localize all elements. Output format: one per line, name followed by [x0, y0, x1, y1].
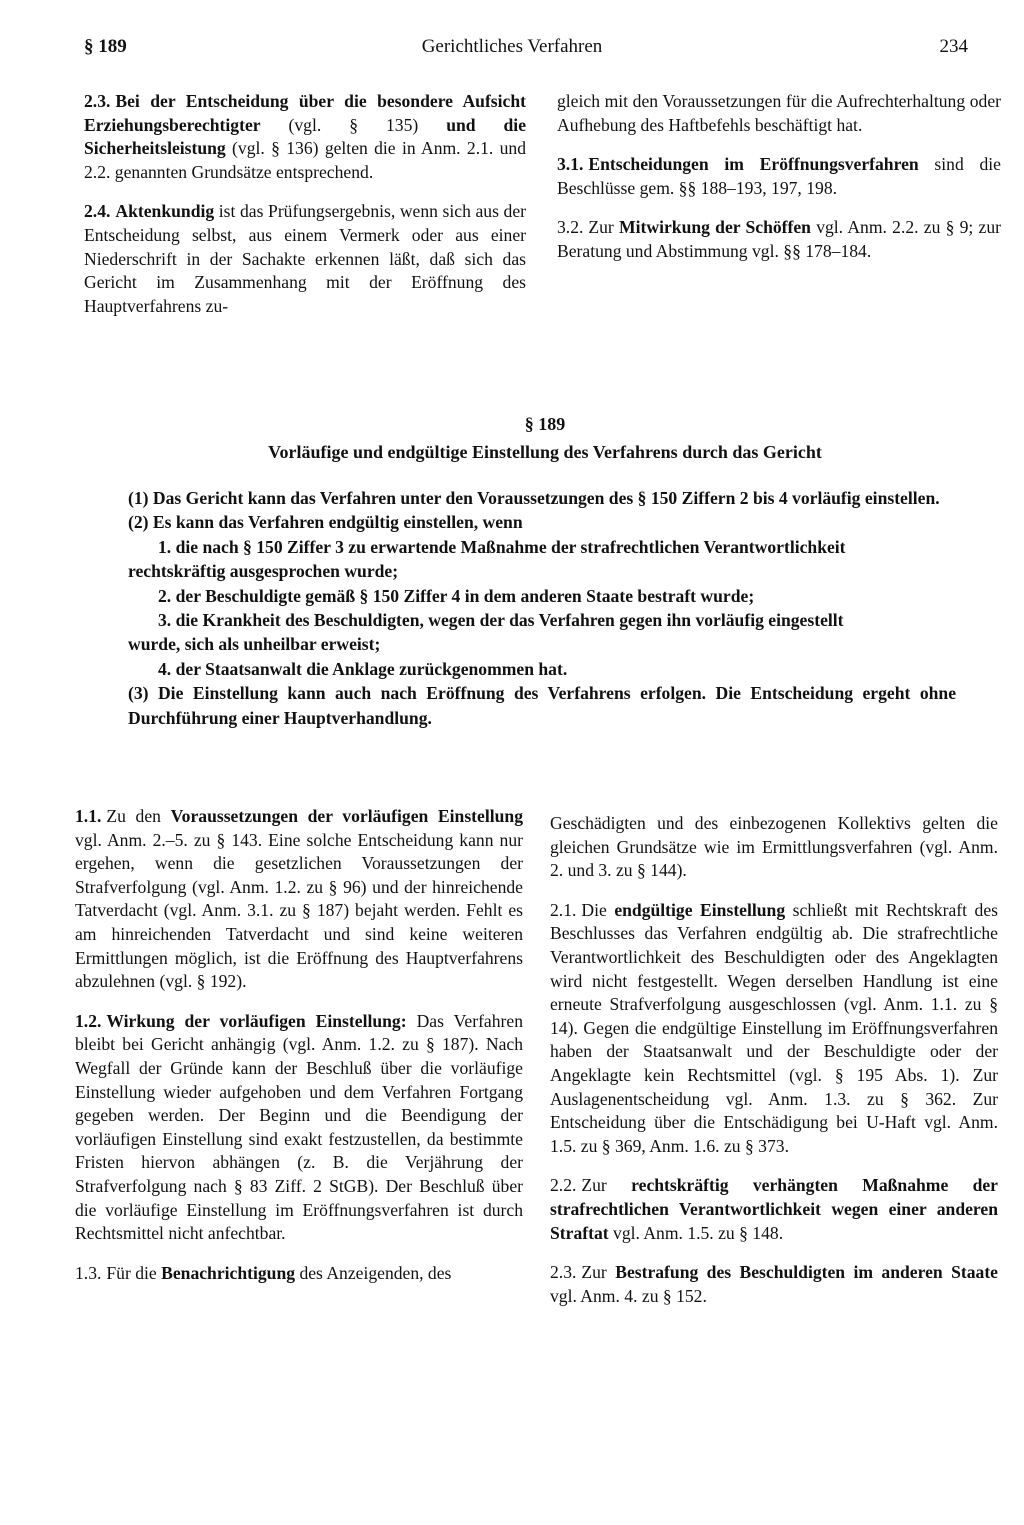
paragraph-continuation: Geschädigten und des einbezogenen Kollektivs gelten die gleichen Grundsätze wie im Ermittlungsverfahren (vgl. Anm. 2. und 3. zu § 144).: [550, 813, 998, 881]
paragraph-number: 2.2.: [550, 1175, 577, 1196]
paragraph-1-3: [75, 1262, 523, 1286]
statute-item-2: 2. der Beschuldigte gemäß § 150 Ziffer 4 in dem anderen Staate bestraft wurde;: [158, 585, 755, 606]
section-heading: Vorläufige und endgültige Einstellung des Verfahrens durch das Gericht: [268, 442, 822, 462]
paragraph-text: Für die: [106, 1262, 162, 1283]
bold-term: Aktenkundig: [115, 201, 215, 222]
paragraph-text: (vgl. § 136) gelten die in Anm. 2.1. und 2.2. genannten Grundsätze entsprechend.: [84, 138, 526, 182]
bold-term: Wirkung der vorläufigen Einstellung:: [106, 1010, 407, 1031]
commentary-column-bottom-right: [550, 812, 998, 1308]
paragraph-2-4: [84, 200, 526, 318]
paragraph-text: ist das Prüfungsergebnis, wenn sich aus der Entscheidung selbst, aus einem Vermerk oder aus einer Niederschrift in der Sachakte erkennen läßt, daß sich das Gericht im Zusammenhang mit der Eröffnung des Hauptverfahrens zu-: [84, 201, 526, 316]
running-header-section: § 189: [84, 36, 127, 57]
paragraph-number: 1.1.: [75, 806, 102, 826]
paragraph-2-3: [550, 1261, 998, 1308]
statute-paragraph-3: (3) Die Einstellung kann auch nach Eröffnung des Verfahrens erfolgen. Die Entscheidung ergeht ohne Durchführung einer Hauptverhandlung.: [128, 683, 956, 728]
paragraph-text: vgl. Anm. 2.2. zu § 9; zur Beratung und Abstimmung vgl. §§ 178–184.: [557, 217, 1001, 261]
paragraph-1-1: [75, 805, 523, 994]
statute-item-4: 4. der Staatsanwalt die Anklage zurückgenommen hat.: [158, 658, 568, 679]
bold-term: Benachrichtigung: [161, 1262, 296, 1283]
commentary-column-bottom-left: [75, 805, 523, 1285]
bold-term: Voraussetzungen der vorläufigen Einstellung: [170, 806, 523, 826]
paragraph-continuation: gleich mit den Voraussetzungen für die Aufrechterhaltung oder Aufhebung des Haftbefehls beschäftigt hat.: [557, 91, 1001, 135]
bold-term: Bei der Entscheidung über die besondere Aufsicht Erziehungsberechtigter: [84, 91, 526, 135]
bold-term: und: [446, 114, 476, 135]
section-number: § 189: [524, 414, 566, 434]
paragraph-number: 3.2.: [557, 217, 584, 238]
running-header-title: Gerichtliches Verfahren: [421, 36, 603, 57]
bold-term: die Sicherheitsleistung: [84, 114, 526, 159]
statute-item-3-line-2: wurde, sich als unheilbar erweist;: [128, 634, 381, 655]
paragraph-number: 1.3.: [75, 1262, 102, 1283]
bold-term: Bestrafung des Beschuldigten im anderen Staate: [615, 1262, 998, 1283]
bold-term: rechtskräftig verhängten Maßnahme der strafrechtlichen Verantwortlichkeit wegen einer anderen Straftat: [550, 1175, 998, 1243]
paragraph-number: 2.3.: [84, 91, 111, 111]
paragraph-text: Das Verfahren bleibt bei Gericht anhängig (vgl. Anm. 1.2. zu § 187). Nach Wegfall der Gründe kann der Beschluß über die vorläufige Einstellung wieder aufgehoben und dem Verfahren Fortgang gegeben werden. Der Beginn und die Beendigung der vorläufigen Einstellung sind exakt festzustellen, da bestimmte Fristen hiervon abhängen (z. B. die Verjährung der Strafverfolgung nach § 83 Ziff. 2 StGB). Der Beschluß über die vorläufige Einstellung im Eröffnungsverfahren ist durch Rechtsmittel nicht anfechtbar.: [75, 1010, 523, 1244]
paragraph-text: sind die Beschlüsse gem. §§ 188–193, 197, 198.: [557, 154, 1001, 198]
paragraph-3-1: [557, 153, 1001, 200]
paragraph-number: 2.4.: [84, 201, 111, 222]
paragraph-2-1: [550, 899, 998, 1159]
paragraph-text: Die: [581, 899, 615, 920]
statute-item-1-line-1: 1. die nach § 150 Ziffer 3 zu erwartende Maßnahme der strafrechtlichen Verantwortlichkeit: [158, 536, 846, 557]
bold-term: Entscheidungen im Eröffnungsverfahren: [588, 154, 919, 175]
paragraph-number: 1.2.: [75, 1010, 102, 1031]
paragraph-2-2: [550, 1174, 998, 1245]
statute-item-3-line-1: 3. die Krankheit des Beschuldigten, wegen der das Verfahren gegen ihn vorläufig eingestellt: [158, 610, 844, 631]
statute-paragraph-1: (1) Das Gericht kann das Verfahren unter den Voraussetzungen des § 150 Ziffern 2 bis 4 vorläufig einstellen.: [128, 488, 940, 508]
paragraph-text: des Anzeigenden, des: [295, 1262, 452, 1283]
page-number: 234: [939, 36, 968, 57]
paragraph-number: 3.1.: [557, 154, 584, 175]
paragraph-text: (vgl. § 135): [260, 114, 447, 135]
paragraph-number: 2.1.: [550, 899, 577, 920]
paragraph-2-3: [84, 90, 526, 184]
paragraph-text: vgl. Anm. 4. zu § 152.: [550, 1285, 707, 1306]
paragraph-text: [476, 115, 504, 135]
bold-term: Mitwirkung der Schöffen: [619, 217, 811, 238]
bold-term: endgültige Einstellung: [614, 899, 786, 920]
paragraph-text: Zur: [581, 1175, 632, 1196]
paragraph-text: vgl. Anm. 1.5. zu § 148.: [608, 1222, 784, 1243]
statute-text: [128, 486, 956, 730]
statute-paragraph-2: (2) Es kann das Verfahren endgültig einstellen, wenn: [128, 512, 523, 533]
paragraph-number: 2.3.: [550, 1262, 577, 1283]
paragraph-text: Zur: [581, 1262, 616, 1283]
paragraph-3-2: [557, 216, 1001, 263]
paragraph-1-2: [75, 1010, 523, 1246]
statute-item-1-line-2: rechtskräftig ausgesprochen wurde;: [128, 561, 399, 582]
paragraph-text: schließt mit Rechtskraft des Beschlusses das Verfahren endgültig ab. Die strafrechtliche Verantwortlichkeit des Beschuldigten oder des Angeklagten wird nicht festgestellt. Wegen derselben Handlung ist eine erneute Strafverfolgung ausgeschlossen (vgl. Anm. 1.1. zu § 14). Gegen die endgültige Einstellung im Eröffnungsverfahren haben der Staatsanwalt und der Beschuldigte oder der Angeklagte kein Rechtsmittel (vgl. § 195 Abs. 1). Zur Auslagenentscheidung vgl. Anm. 1.3. zu § 362. Zur Entscheidung über die Entschädigung bei U-Haft vgl. Anm. 1.5. zu § 369, Anm. 1.6. zu § 373.: [550, 899, 998, 1156]
paragraph-text: Zu den: [106, 806, 171, 826]
paragraph-text: Zur: [588, 217, 620, 238]
commentary-column-top-left: [84, 90, 526, 318]
commentary-column-top-right: [557, 90, 1001, 264]
paragraph-text: vgl. Anm. 2.–5. zu § 143. Eine solche Entscheidung kann nur ergehen, wenn die gesetzlichen Voraussetzungen der Strafverfolgung (vgl. Anm. 1.2. zu § 96) und der hinreichende Tatverdacht (vgl. Anm. 3.1. zu § 187) bejaht werden. Fehlt es am hinreichenden Tatverdacht und sind keine weiteren Ermittlungen möglich, ist die Eröffnung des Hauptverfahrens abzulehnen (vgl. § 192).: [75, 829, 523, 992]
